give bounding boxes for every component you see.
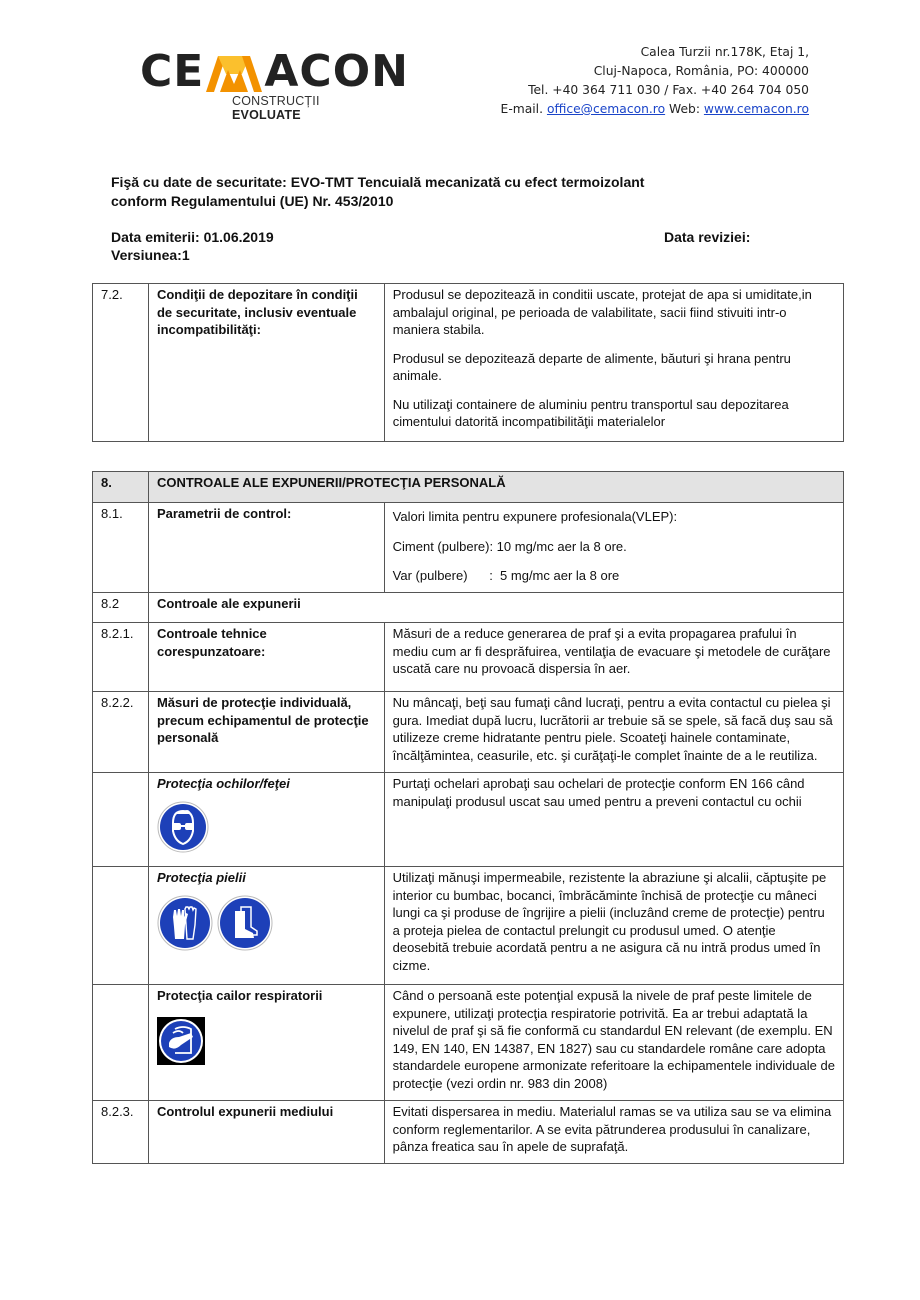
boots-icon	[217, 895, 273, 951]
row-label	[148, 985, 384, 1101]
row-number: 8.2.3.	[93, 1101, 149, 1164]
website-link[interactable]: www.cemacon.ro	[703, 102, 809, 116]
row-number: 8.2.1.	[93, 623, 149, 692]
web-label: Web:	[669, 102, 700, 116]
issue-date: Data emiterii: 01.06.2019	[111, 229, 274, 245]
respirator-icon	[157, 1017, 205, 1065]
company-address	[501, 43, 809, 119]
table-row	[93, 867, 844, 985]
section-title: CONTROALE ALE EXPUNERII/PROTECŢIA PERSONALĂ	[148, 472, 843, 503]
row-label: Măsuri de protecţie individuală, precum echipamentul de protecţie personală	[148, 692, 384, 773]
row-number	[93, 985, 149, 1101]
table-row	[93, 593, 844, 623]
row-label: Parametrii de control:	[148, 503, 384, 593]
row-label	[148, 773, 384, 867]
row-number: 8.1.	[93, 503, 149, 593]
logo-text-right: ACON	[264, 46, 409, 97]
row-label: Condiţii de depozitare în condiţii de securitate, inclusiv eventuale incompatibilităţi:	[148, 284, 384, 442]
title-line-1: Fişă cu date de securitate: EVO-TMT Tencuială mecanizată cu efect termoizolant	[111, 174, 645, 190]
row-value	[384, 284, 843, 442]
row-label: Controale tehnice corespunzatoare:	[148, 623, 384, 692]
table-row	[93, 773, 844, 867]
row-value: Măsuri de a reduce generarea de praf şi a evita propagarea prafului în mediu cum ar fi desprăfuirea, ventilaţia de evacuare şi metodele de curăţare uscată care nu provoacă dispersia în aer.	[384, 623, 843, 692]
pictograms	[157, 895, 376, 951]
row-value: Utilizaţi mănuşi impermeabile, rezistente la abraziune şi alcalii, căptuşite pe interior cu bumbac, bocanci, îmbrăcăminte închisă de protecţie cu mâneci lungi ca şi produse de îngrijire a pielii (incluzând creme de protecţie) pentru a proteja pielea de contactul prelungit cu produsul umed. O atenţie deosebită trebuie acordată pentru a ne asigura că nu intră produs umed în cizme.	[384, 867, 843, 985]
pictograms	[157, 1017, 376, 1065]
section-number: 8.	[93, 472, 149, 503]
row-number: 8.2.2.	[93, 692, 149, 773]
email-label: E-mail.	[500, 102, 544, 116]
row-number	[93, 773, 149, 867]
tagline-light: CONSTRUCȚII	[232, 94, 320, 108]
address-phone-fax: Tel. +40 364 711 030 / Fax. +40 264 704 050	[528, 83, 809, 97]
pictograms	[157, 801, 376, 853]
logo-wordmark	[140, 46, 409, 97]
eye-protection-label: Protecţia ochilor/feţei	[156, 776, 290, 791]
address-line-2: Cluj-Napoca, România, PO: 400000	[593, 64, 809, 78]
table-row	[93, 503, 844, 593]
skin-protection-label: Protecţia pielii	[156, 870, 246, 885]
issue-info	[111, 228, 274, 264]
address-contact	[501, 100, 809, 119]
section-header-row	[93, 472, 844, 503]
logo-m-mark-icon	[206, 56, 262, 92]
row-value: Nu mâncaţi, beţi sau fumaţi când lucraţi, pentru a evita contactul cu pielea şi gura. Imediat după lucru, lucrătorii ar trebuie să se spele, să facă duş sau să utilizeze creme hidratante pentru piele. Scoateţi hainele contaminate, încălţămintea, ceasurile, etc. şi curăţaţi-le complet înainte de a le reutiliza.	[384, 692, 843, 773]
row-value: Când o persoană este potenţial expusă la nivele de praf peste limitele de expunere, utilizaţi protecţia respiratorie potrivită. Ea ar trebui adaptată la nivelul de praf şi să fie conformă cu standardul EN relevant (de exemplu. EN 149, EN 140, EN 14387, EN 1827) sau cu standardele române care adopta standardele europene armonizate referitoare la echipamentele individuale de protecţie (vezi ordin nr. 983 din 2008)	[384, 985, 843, 1101]
table-row	[93, 284, 844, 442]
row-label: Controlul expunerii mediului	[148, 1101, 384, 1164]
document-title	[111, 173, 644, 211]
email-link[interactable]: office@cemacon.ro	[546, 102, 666, 116]
table-row	[93, 985, 844, 1101]
revision-date: Data reviziei:	[664, 229, 751, 245]
row-value: Purtaţi ochelari aprobaţi sau ochelari de protecţie conform EN 166 când manipulaţi produsul uscat sau umed pentru a preveni contactul cu ochii	[384, 773, 843, 867]
company-logo	[140, 46, 409, 122]
paragraph: Ciment (pulbere): 10 mg/mc aer la 8 ore.	[392, 538, 627, 554]
logo-tagline	[232, 94, 390, 122]
address-line-1: Calea Turzii nr.178K, Etaj 1,	[640, 45, 809, 59]
row-number: 8.2	[93, 593, 149, 623]
paragraph: Produsul se depozitează in conditii uscate, protejat de apa si umiditate,in ambalajul original, pe perioada de valabilitate, sacii fiind stivuiti intr-o maniera stabila.	[392, 287, 812, 337]
tagline-bold: EVOLUATE	[232, 108, 301, 122]
logo-text-left: CE	[140, 46, 205, 97]
row-label: Controale ale expunerii	[148, 593, 843, 623]
row-number	[93, 867, 149, 985]
eye-protection-icon	[157, 801, 209, 853]
table-row	[93, 623, 844, 692]
row-label	[148, 867, 384, 985]
gloves-icon	[157, 895, 213, 951]
section-8-table	[92, 471, 844, 1164]
paragraph: Var (pulbere) : 5 mg/mc aer la 8 ore	[392, 568, 620, 583]
paragraph: Nu utilizaţi containere de aluminiu pentru transportul sau depozitarea cimentului datorită incompatibilităţii materialelor	[392, 396, 789, 429]
respiratory-protection-label: Protecţia cailor respiratorii	[156, 988, 323, 1003]
row-value: Evitati dispersarea in mediu. Materialul ramas se va utiliza sau se va elimina conform reglementarilor. A se evita pătrunderea produsului în canalizare, pânza freatica sau în apele de suprafaţă.	[384, 1101, 843, 1164]
paragraph: Produsul se depozitează departe de alimente, băuturi şi hrana pentru animale.	[392, 350, 791, 383]
version: Versiunea:1	[111, 247, 190, 263]
section-7-table	[92, 283, 844, 442]
table-row	[93, 1101, 844, 1164]
row-value	[384, 503, 843, 593]
table-row	[93, 692, 844, 773]
row-number: 7.2.	[93, 284, 149, 442]
title-line-2: conform Regulamentului (UE) Nr. 453/2010	[111, 193, 394, 209]
paragraph: Valori limita pentru expunere profesionala(VLEP):	[392, 509, 678, 524]
